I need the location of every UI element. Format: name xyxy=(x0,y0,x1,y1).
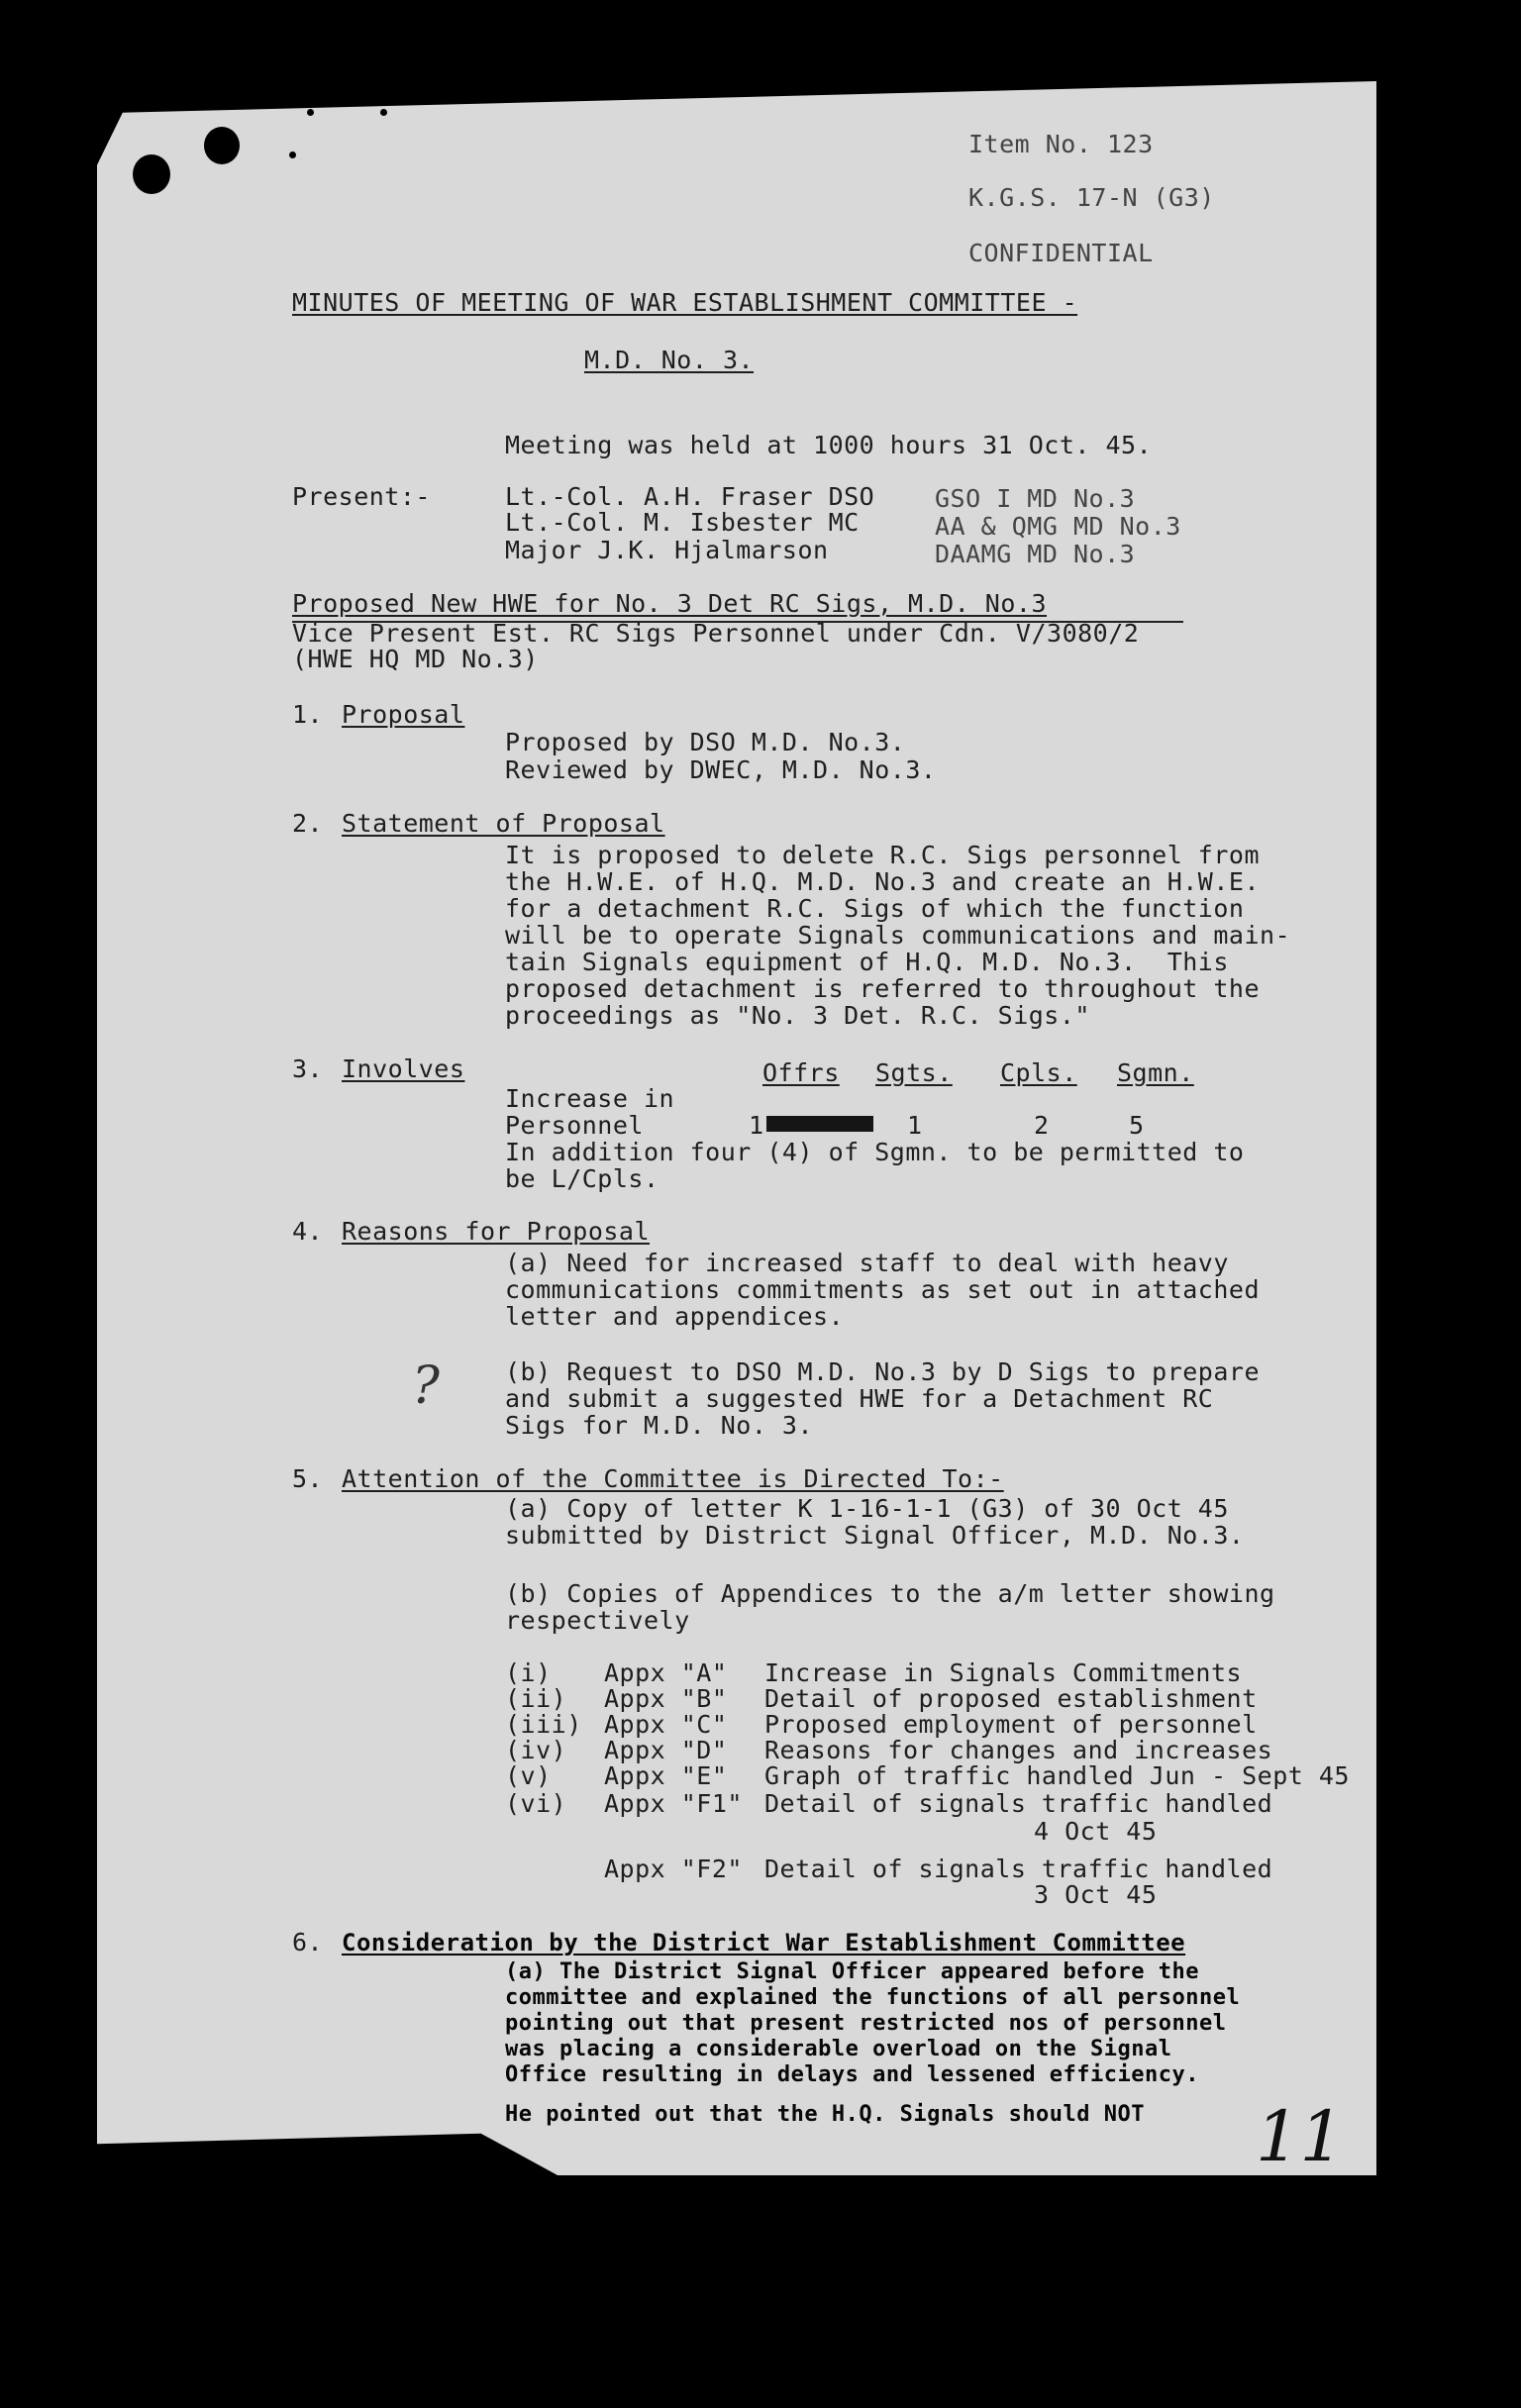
appendix-desc: Increase in Signals Commitments xyxy=(764,1658,1243,1687)
appendix-desc: Detail of signals traffic handled xyxy=(764,1855,1273,1883)
appendix-number: (v) xyxy=(505,1761,552,1790)
attendee-name: Lt.-Col. M. Isbester MC xyxy=(505,508,860,537)
section-line: committee and explained the functions of all personnel xyxy=(505,1985,1241,2010)
column-header: Offrs xyxy=(762,1058,840,1087)
attendee-name: Lt.-Col. A.H. Fraser DSO xyxy=(505,482,875,511)
attendee-role: GSO I MD No.3 xyxy=(935,484,1136,513)
appendix-ref: Appx "F1" xyxy=(604,1789,743,1818)
section-line: tain Signals equipment of H.Q. M.D. No.3. This xyxy=(505,948,1229,976)
section-number: 5. xyxy=(292,1464,324,1493)
subject-line: (HWE HQ MD No.3) xyxy=(292,645,539,673)
appendix-ref: Appx "B" xyxy=(604,1684,728,1713)
section-number: 2. xyxy=(292,809,324,838)
attendee-name: Major J.K. Hjalmarson xyxy=(505,536,829,564)
section-line: proposed detachment is referred to throughout the xyxy=(505,974,1261,1003)
speck xyxy=(289,151,296,158)
appendix-desc: Detail of proposed establishment xyxy=(764,1684,1258,1713)
speck xyxy=(307,109,314,116)
section-line: (b) Copies of Appendices to the a/m letter showing xyxy=(505,1579,1275,1608)
appendix-desc: Detail of signals traffic handled xyxy=(764,1789,1273,1818)
value-offrs: 1 xyxy=(749,1111,764,1140)
section-line: pointing out that present restricted nos of personnel xyxy=(505,2011,1227,2036)
section-line: and submit a suggested HWE for a Detachment RC xyxy=(505,1384,1214,1413)
appendix-number: (i) xyxy=(505,1658,552,1687)
appendix-number: (iii) xyxy=(505,1710,582,1739)
section-line: He pointed out that the H.Q. Signals should NOT xyxy=(505,2102,1146,2127)
section-line: submitted by District Signal Officer, M.D. No.3. xyxy=(505,1521,1245,1550)
classification: CONFIDENTIAL xyxy=(968,239,1154,267)
section-line: proceedings as "No. 3 Det. R.C. Sigs." xyxy=(505,1001,1090,1030)
speck xyxy=(380,109,387,116)
appendix-ref: Appx "E" xyxy=(604,1761,728,1790)
attendee-role: DAAMG MD No.3 xyxy=(935,540,1136,568)
appendix-ref: Appx "A" xyxy=(604,1658,728,1687)
file-reference: K.G.S. 17-N (G3) xyxy=(968,183,1215,212)
row-label: Personnel xyxy=(505,1111,644,1140)
section-line: will be to operate Signals communications and main- xyxy=(505,921,1291,950)
section-line: It is proposed to delete R.C. Sigs personnel from xyxy=(505,841,1261,869)
value-cpls: 2 xyxy=(1034,1111,1050,1140)
section-line: (a) The District Signal Officer appeared before the xyxy=(505,1959,1200,1984)
section-line: Reviewed by DWEC, M.D. No.3. xyxy=(505,755,937,784)
column-header: Sgmn. xyxy=(1117,1058,1194,1087)
section-line: be L/Cpls. xyxy=(505,1164,659,1193)
value-sgmn: 5 xyxy=(1129,1111,1145,1140)
column-header: Cpls. xyxy=(1000,1058,1077,1087)
appendix-date: 3 Oct 45 xyxy=(1034,1880,1158,1909)
section-line: Office resulting in delays and lessened efficiency. xyxy=(505,2062,1200,2087)
section-line: respectively xyxy=(505,1606,690,1635)
appendix-desc: Graph of traffic handled Jun - Sept 45 xyxy=(764,1761,1350,1790)
punch-hole xyxy=(204,127,240,164)
section-line: Proposed by DSO M.D. No.3. xyxy=(505,728,906,756)
section-heading: Statement of Proposal xyxy=(342,809,665,838)
section-line: was placing a considerable overload on the Signal xyxy=(505,2037,1172,2061)
appendix-desc: Proposed employment of personnel xyxy=(764,1710,1258,1739)
appendix-number: (vi) xyxy=(505,1789,567,1818)
section-number: 3. xyxy=(292,1054,324,1083)
appendix-ref: Appx "F2" xyxy=(604,1855,743,1883)
section-line: (b) Request to DSO M.D. No.3 by D Sigs to prepare xyxy=(505,1357,1261,1386)
attendee-role: AA & QMG MD No.3 xyxy=(935,512,1181,541)
section-line: communications commitments as set out in attached xyxy=(505,1275,1261,1304)
margin-question-mark: ? xyxy=(412,1356,440,1416)
section-heading: Attention of the Committee is Directed To:- xyxy=(342,1464,1004,1493)
section-number: 6. xyxy=(292,1928,324,1956)
appendix-number: (ii) xyxy=(505,1684,567,1713)
subject-line: Proposed New HWE for No. 3 Det RC Sigs, M.D. No.3 xyxy=(292,589,1048,618)
section-line: (a) Copy of letter K 1-16-1-1 (G3) of 30 Oct 45 xyxy=(505,1494,1229,1523)
district-heading: M.D. No. 3. xyxy=(584,346,755,374)
section-heading: Proposal xyxy=(342,700,465,729)
document-title: MINUTES OF MEETING OF WAR ESTABLISHMENT COMMITTEE - xyxy=(292,288,1078,317)
section-line: (a) Need for increased staff to deal with heavy xyxy=(505,1249,1229,1277)
appendix-number: (iv) xyxy=(505,1736,567,1764)
item-number: Item No. 123 xyxy=(968,130,1154,158)
section-line: Sigs for M.D. No. 3. xyxy=(505,1411,814,1440)
section-heading: Consideration by the District War Establishment Committee xyxy=(342,1929,1186,1956)
section-number: 4. xyxy=(292,1217,324,1246)
section-heading: Reasons for Proposal xyxy=(342,1217,651,1246)
appendix-desc: Reasons for changes and increases xyxy=(764,1736,1273,1764)
strike-out xyxy=(766,1116,873,1132)
section-line: the H.W.E. of H.Q. M.D. No.3 and create an H.W.E. xyxy=(505,867,1261,896)
appendix-ref: Appx "C" xyxy=(604,1710,728,1739)
appendix-date: 4 Oct 45 xyxy=(1034,1817,1158,1846)
present-label: Present:- xyxy=(292,482,431,511)
page-number: 11 xyxy=(1256,2096,1345,2177)
value-sgts: 1 xyxy=(907,1111,923,1140)
meeting-held: Meeting was held at 1000 hours 31 Oct. 45. xyxy=(505,431,1153,459)
appendix-ref: Appx "D" xyxy=(604,1736,728,1764)
row-label: Increase in xyxy=(505,1084,675,1113)
section-number: 1. xyxy=(292,700,324,729)
section-line: In addition four (4) of Sgmn. to be permitted to xyxy=(505,1138,1245,1166)
column-header: Sgts. xyxy=(875,1058,953,1087)
punch-hole xyxy=(133,154,170,194)
section-line: for a detachment R.C. Sigs of which the function xyxy=(505,894,1245,923)
section-line: letter and appendices. xyxy=(505,1302,845,1331)
subject-line: Vice Present Est. RC Sigs Personnel under Cdn. V/3080/2 xyxy=(292,619,1140,648)
section-heading: Involves xyxy=(342,1054,465,1083)
